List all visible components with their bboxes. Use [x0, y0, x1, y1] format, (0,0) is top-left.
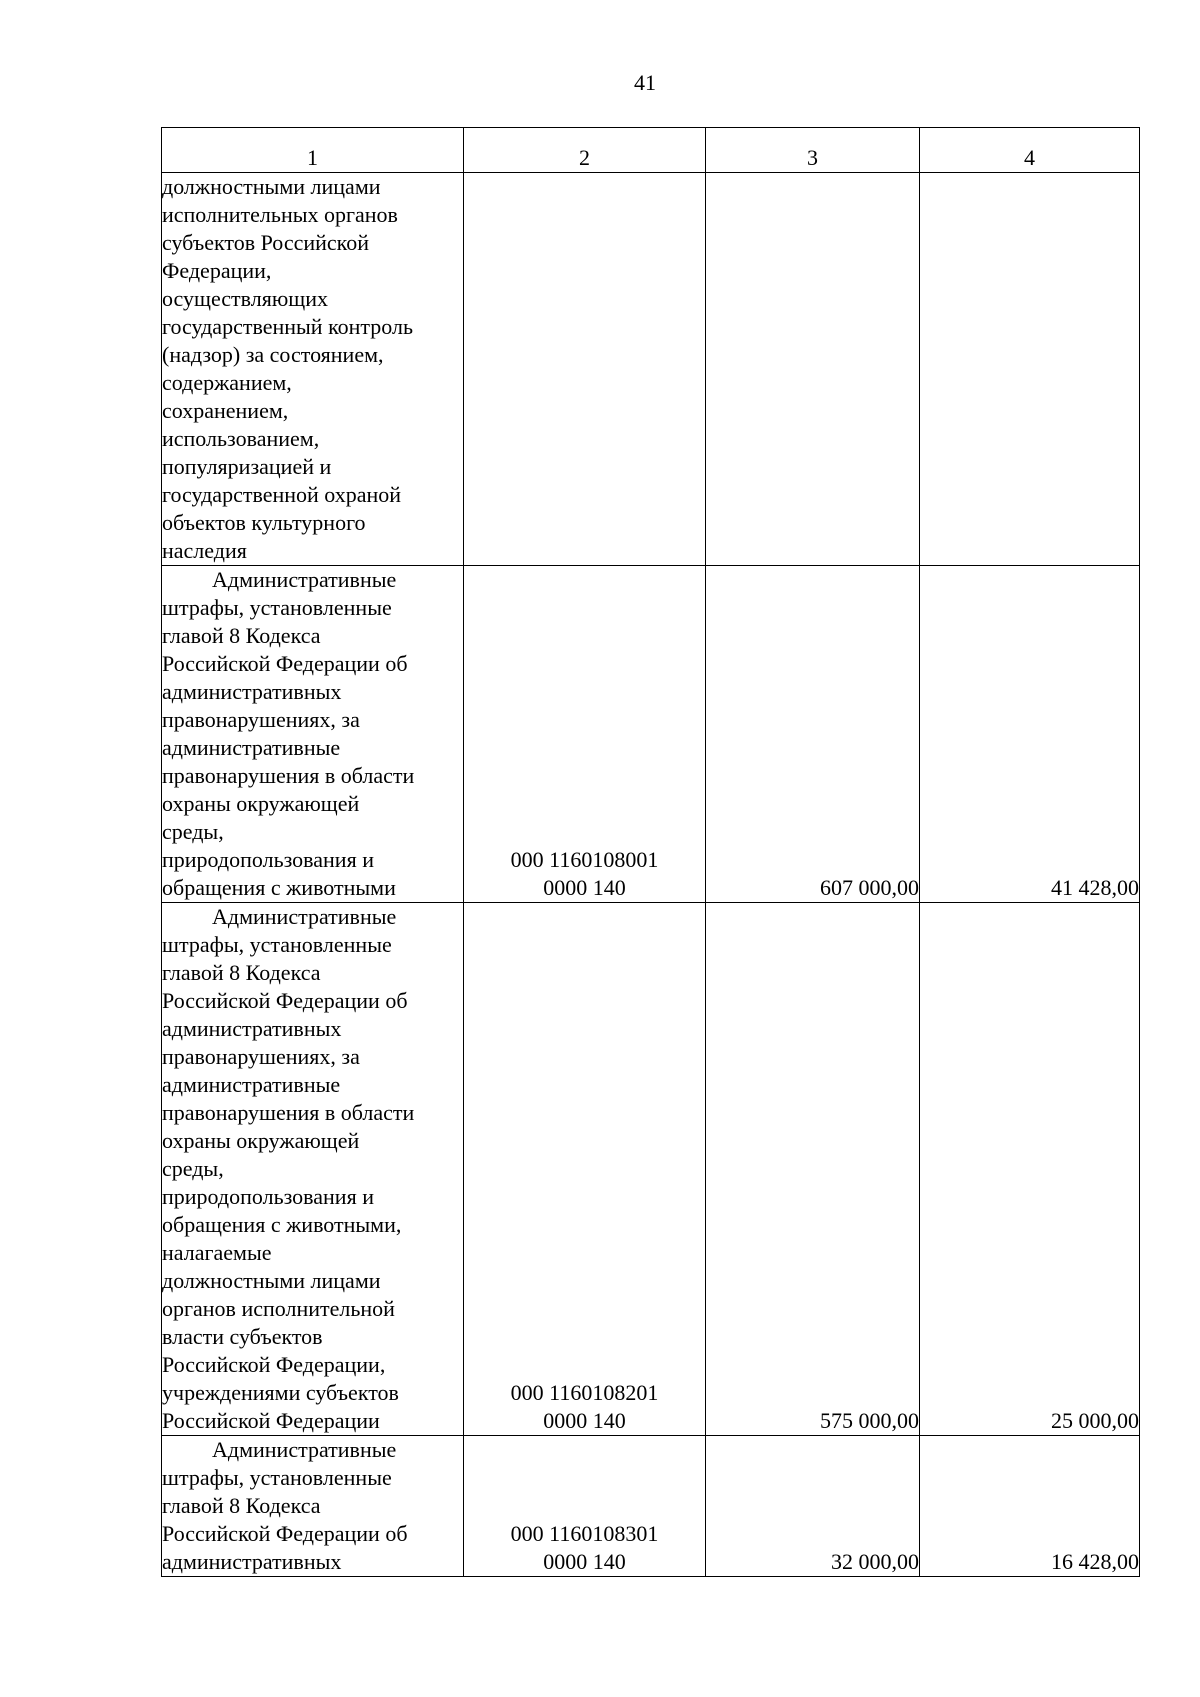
description-line: налагаемые	[162, 1240, 272, 1265]
code-cell	[464, 903, 706, 1436]
description-cell	[162, 903, 464, 1436]
description-line: административных	[162, 679, 342, 704]
description-line: Российской Федерации	[162, 1408, 380, 1433]
actual-amount-cell: 16 428,00	[920, 1436, 1140, 1577]
description-line: охраны окружающей	[162, 1128, 360, 1153]
description-line: административные	[162, 735, 341, 760]
code-line: 000 1160108301	[510, 1521, 659, 1546]
description-line-text: Административные	[212, 904, 397, 929]
description-line: среды,	[162, 1156, 224, 1181]
header-col-3: 3	[706, 128, 920, 173]
table-row	[162, 1436, 1140, 1577]
description-line: исполнительных органов	[162, 202, 398, 227]
description-line: штрафы, установленные	[162, 932, 392, 957]
description-line: государственный контроль	[162, 314, 414, 339]
table-row	[162, 173, 1140, 566]
description-line: сохранением,	[162, 398, 289, 423]
description-line: штрафы, установленные	[162, 595, 392, 620]
description-line: использованием,	[162, 426, 320, 451]
description-line: среды,	[162, 819, 224, 844]
description-cell	[162, 173, 464, 566]
description-line: Российской Федерации,	[162, 1352, 386, 1377]
description-line: должностными лицами	[162, 174, 381, 199]
description-line: природопользования и	[162, 1184, 374, 1209]
actual-amount-cell: 41 428,00	[920, 566, 1140, 903]
table-row	[162, 903, 1140, 1436]
description-line: главой 8 Кодекса	[162, 1493, 321, 1518]
header-col-4: 4	[920, 128, 1140, 173]
budget-table	[161, 127, 1140, 1577]
description-line	[162, 903, 463, 931]
header-row	[162, 128, 1140, 173]
code-line: 000 1160108201	[510, 1380, 659, 1405]
description-line: обращения с животными	[162, 875, 396, 900]
description-line: правонарушениях, за	[162, 1044, 360, 1069]
code-line: 0000 140	[543, 875, 626, 900]
description-line: объектов культурного	[162, 510, 366, 535]
description-line: содержанием,	[162, 370, 292, 395]
description-line-text: Административные	[212, 567, 397, 592]
description-line: правонарушения в области	[162, 1100, 415, 1125]
description-line-text: Административные	[212, 1437, 397, 1462]
code-line: 000 1160108001	[510, 847, 659, 872]
code-cell	[464, 173, 706, 566]
description-line: обращения с животными,	[162, 1212, 402, 1237]
code-cell	[464, 1436, 706, 1577]
plan-amount-cell	[706, 173, 920, 566]
description-line: природопользования и	[162, 847, 374, 872]
description-line: субъектов Российской	[162, 230, 370, 255]
description-line: главой 8 Кодекса	[162, 623, 321, 648]
description-line: Российской Федерации об	[162, 651, 408, 676]
code-cell	[464, 566, 706, 903]
code-line: 0000 140	[543, 1549, 626, 1574]
code-line: 0000 140	[543, 1408, 626, 1433]
description-line: правонарушениях, за	[162, 707, 360, 732]
plan-amount-cell: 607 000,00	[706, 566, 920, 903]
description-line	[162, 566, 463, 594]
description-line: должностными лицами	[162, 1268, 381, 1293]
description-line	[162, 1436, 463, 1464]
actual-amount-cell: 25 000,00	[920, 903, 1140, 1436]
description-line: наследия	[162, 538, 247, 563]
description-line: административные	[162, 1072, 341, 1097]
description-line: органов исполнительной	[162, 1296, 395, 1321]
actual-amount-cell	[920, 173, 1140, 566]
description-line: (надзор) за состоянием,	[162, 342, 384, 367]
description-line: осуществляющих	[162, 286, 328, 311]
header-col-1: 1	[162, 128, 464, 173]
description-line: штрафы, установленные	[162, 1465, 392, 1490]
plan-amount-cell: 575 000,00	[706, 903, 920, 1436]
header-col-2: 2	[464, 128, 706, 173]
table-row	[162, 566, 1140, 903]
description-line: главой 8 Кодекса	[162, 960, 321, 985]
description-line: популяризацией и	[162, 454, 332, 479]
description-line: власти субъектов	[162, 1324, 323, 1349]
description-line: административных	[162, 1549, 342, 1574]
description-line: государственной охраной	[162, 482, 402, 507]
description-line: охраны окружающей	[162, 791, 360, 816]
description-line: Федерации,	[162, 258, 272, 283]
description-line: учреждениями субъектов	[162, 1380, 399, 1405]
description-line: Российской Федерации об	[162, 1521, 408, 1546]
description-line: административных	[162, 1016, 342, 1041]
description-cell	[162, 1436, 464, 1577]
description-line: правонарушения в области	[162, 763, 415, 788]
plan-amount-cell: 32 000,00	[706, 1436, 920, 1577]
description-line: Российской Федерации об	[162, 988, 408, 1013]
page-number: 41	[634, 70, 656, 95]
description-cell	[162, 566, 464, 903]
